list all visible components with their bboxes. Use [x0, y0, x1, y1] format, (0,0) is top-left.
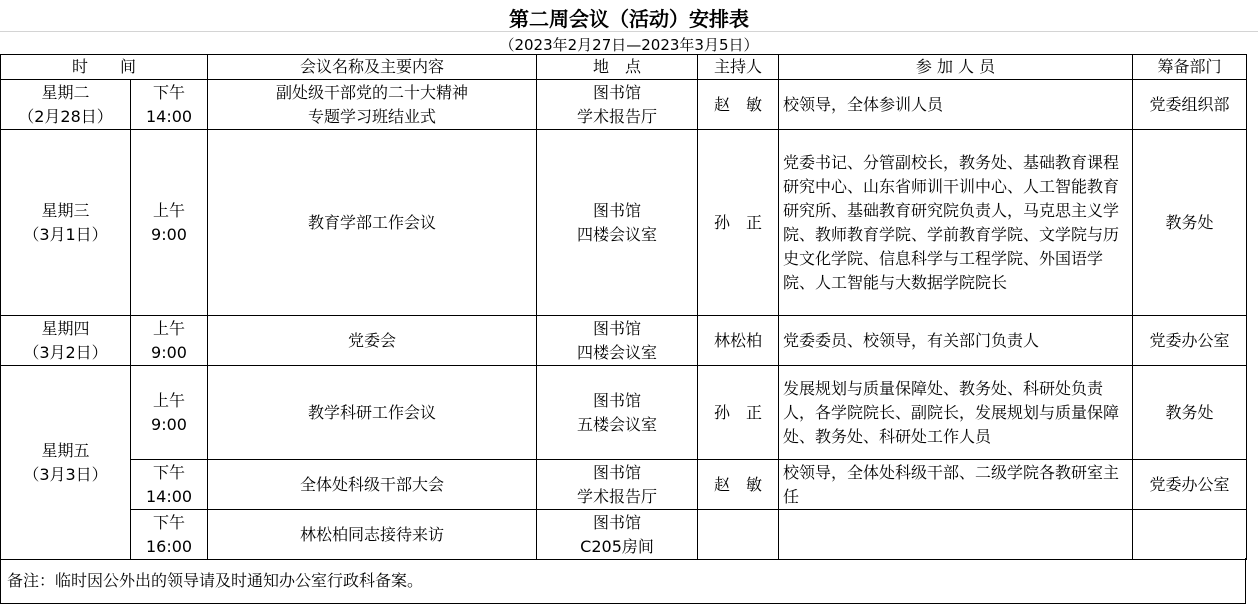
dept-cell: 党委办公室 [1133, 316, 1247, 366]
dept-cell: 教务处 [1133, 366, 1247, 460]
slot-cell: 上午 9:00 [131, 130, 208, 316]
table-row [1, 460, 1247, 510]
dept-cell: 教务处 [1133, 130, 1247, 316]
header-attendees: 参 加 人 员 [779, 55, 1133, 80]
day-cell: 星期三 （3月1日） [1, 130, 131, 316]
location-cell: 图书馆 学术报告厅 [537, 460, 698, 510]
location-cell: 图书馆 学术报告厅 [537, 80, 698, 130]
location-cell: 图书馆 四楼会议室 [537, 130, 698, 316]
location-cell: 图书馆 C205房间 [537, 510, 698, 560]
slot-cell: 下午 14:00 [131, 80, 208, 130]
attendees-cell [779, 510, 1133, 560]
page-title: 第二周会议（活动）安排表 [509, 6, 749, 31]
slot-cell: 下午 16:00 [131, 510, 208, 560]
day-cell: 星期二 （2月28日） [1, 80, 131, 130]
slot-cell: 下午 14:00 [131, 460, 208, 510]
attendees-cell: 发展规划与质量保障处、教务处、科研处负责人，各学院院长、副院长，发展规划与质量保障处、教务处、科研处工作人员 [779, 366, 1133, 460]
host-cell: 赵 敏 [698, 460, 779, 510]
attendees-cell: 校领导，全体处科级干部、二级学院各教研室主任 [779, 460, 1133, 510]
header-host: 主持人 [698, 55, 779, 80]
footnote: 备注：临时因公外出的领导请及时通知办公室行政科备案。 [0, 558, 1246, 604]
attendees-cell: 党委委员、校领导，有关部门负责人 [779, 316, 1133, 366]
header-row [1, 55, 1247, 80]
schedule-table [0, 54, 1247, 560]
header-meeting: 会议名称及主要内容 [208, 55, 537, 80]
day-cell: 星期五 （3月3日） [1, 366, 131, 560]
dept-cell: 党委办公室 [1133, 460, 1247, 510]
meeting-cell: 教学科研工作会议 [208, 366, 537, 460]
slot-cell: 上午 9:00 [131, 366, 208, 460]
host-cell: 林松柏 [698, 316, 779, 366]
location-cell: 图书馆 四楼会议室 [537, 316, 698, 366]
slot-cell: 上午 9:00 [131, 316, 208, 366]
meeting-cell: 副处级干部党的二十大精神 专题学习班结业式 [208, 80, 537, 130]
table-row [1, 130, 1247, 316]
attendees-cell: 校领导，全体参训人员 [779, 80, 1133, 130]
meeting-cell: 教育学部工作会议 [208, 130, 537, 316]
meeting-cell: 林松柏同志接待来访 [208, 510, 537, 560]
host-cell: 孙 正 [698, 366, 779, 460]
date-range: （2023年2月27日—2023年3月5日） [499, 36, 759, 54]
meeting-cell: 全体处科级干部大会 [208, 460, 537, 510]
table-row [1, 316, 1247, 366]
day-cell: 星期四 （3月2日） [1, 316, 131, 366]
header-dept: 筹备部门 [1133, 55, 1247, 80]
table-row [1, 366, 1247, 460]
attendees-cell: 党委书记、分管副校长，教务处、基础教育课程研究中心、山东省师训干训中心、人工智能教育研究所、基础教育研究院负责人，马克思主义学院、教师教育学院、学前教育学院、文学院与历史文化学院、信息科学与工程学院、外国语学院、人工智能与大数据学院院长 [779, 130, 1133, 316]
table-row [1, 80, 1247, 130]
dept-cell: 党委组织部 [1133, 80, 1247, 130]
location-cell: 图书馆 五楼会议室 [537, 366, 698, 460]
table-row [1, 510, 1247, 560]
header-location: 地 点 [537, 55, 698, 80]
host-cell [698, 510, 779, 560]
host-cell: 孙 正 [698, 130, 779, 316]
meeting-cell: 党委会 [208, 316, 537, 366]
host-cell: 赵 敏 [698, 80, 779, 130]
header-time: 时 间 [1, 55, 208, 80]
dept-cell [1133, 510, 1247, 560]
